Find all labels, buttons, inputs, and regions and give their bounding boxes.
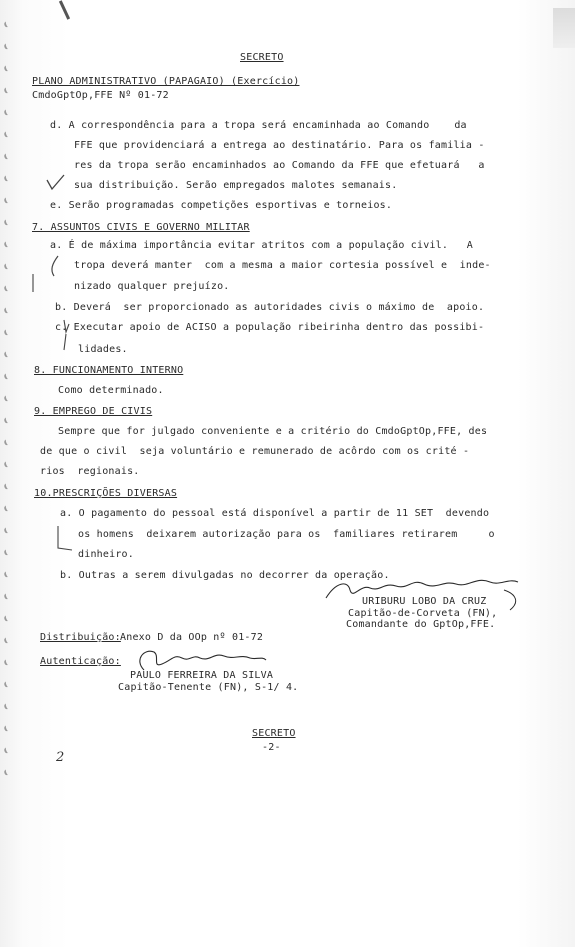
plan-reference: CmdoGptOp,FFE Nº 01-72 <box>32 90 169 101</box>
paragraph-line: a. É de máxima importância evitar atritos com a população civil. A <box>50 240 473 251</box>
paragraph-line: Como determinado. <box>58 385 164 396</box>
scan-edge <box>553 8 575 48</box>
paragraph-line: b. Deverá ser proporcionado as autoridades civis o máximo de apoio. <box>55 302 485 313</box>
page-number: -2- <box>262 742 281 753</box>
classification-top: SECRETO <box>240 52 284 63</box>
paragraph-line: b. Outras a serem divulgadas no decorrer da operação. <box>60 570 390 581</box>
paragraph-line: tropa deverá manter com a mesma a maior cortesia possível e inde- <box>74 260 491 271</box>
signer1-name: URIBURU LOBO DA CRUZ <box>362 596 487 607</box>
paragraph-line: sua distribuição. Serão empregados malotes semanais. <box>74 180 398 191</box>
paragraph-line: nizado qualquer prejuízo. <box>74 281 230 292</box>
signer2-rank: Capitão-Tenente (FN), S-1/ 4. <box>118 682 299 693</box>
distribution-label: Distribuição: <box>40 632 121 643</box>
paragraph-line: rios regionais. <box>40 466 140 477</box>
paragraph-line: c. Executar apoio de ACISO a população ribeirinha dentro das possibi- <box>55 322 485 333</box>
paragraph-line: e. Serão programadas competições esportivas e torneios. <box>50 200 393 211</box>
handwritten-page-number: 2 <box>56 750 65 765</box>
section-heading: 10.PRESCRIÇÕES DIVERSAS <box>34 488 178 499</box>
paragraph-line: FFE que providenciará a entrega ao destinatário. Para os familia - <box>74 140 485 151</box>
distribution-value: Anexo D da OOp nº 01-72 <box>120 632 264 643</box>
binder-holes <box>0 20 20 780</box>
paragraph-line: dinheiro. <box>78 549 134 560</box>
signer2-name: PAULO FERREIRA DA SILVA <box>130 670 274 681</box>
section-heading: 7. ASSUNTOS CIVIS E GOVERNO MILITAR <box>32 222 250 233</box>
authentication-label: Autenticação: <box>40 656 121 667</box>
plan-title: PLANO ADMINISTRATIVO (PAPAGAIO) (Exercício) <box>32 76 300 87</box>
pen-mark-icon <box>55 0 85 24</box>
section-heading: 8. FUNCIONAMENTO INTERNO <box>34 365 184 376</box>
paragraph-line: a. O pagamento do pessoal está disponível a partir de 11 SET devendo <box>60 508 490 519</box>
margin-bracket-icon <box>30 252 74 302</box>
paragraph-line: lidades. <box>78 344 128 355</box>
signer1-role: Comandante do GptOp,FFE. <box>346 619 496 630</box>
classification-bottom: SECRETO <box>252 728 296 739</box>
paragraph-line: Sempre que for julgado conveniente e a critério do CmdoGptOp,FFE, des <box>58 426 488 437</box>
checkmark-icon <box>58 316 78 356</box>
paragraph-line: res da tropa serão encaminhados ao Comando da FFE que efetuará a <box>74 160 485 171</box>
margin-bracket-icon <box>54 522 76 558</box>
paragraph-line: d. A correspondência para a tropa será encaminhada ao Comando da <box>50 120 467 131</box>
signer1-rank: Capitão-de-Corveta (FN), <box>348 608 498 619</box>
paragraph-line: de que o civil seja voluntário e remunerado de acôrdo com os crité - <box>40 446 470 457</box>
paragraph-line: os homens deixarem autorização para os familiares retirarem o <box>78 529 495 540</box>
section-heading: 9. EMPREGO DE CIVIS <box>34 406 153 417</box>
checkmark-icon <box>44 172 66 194</box>
